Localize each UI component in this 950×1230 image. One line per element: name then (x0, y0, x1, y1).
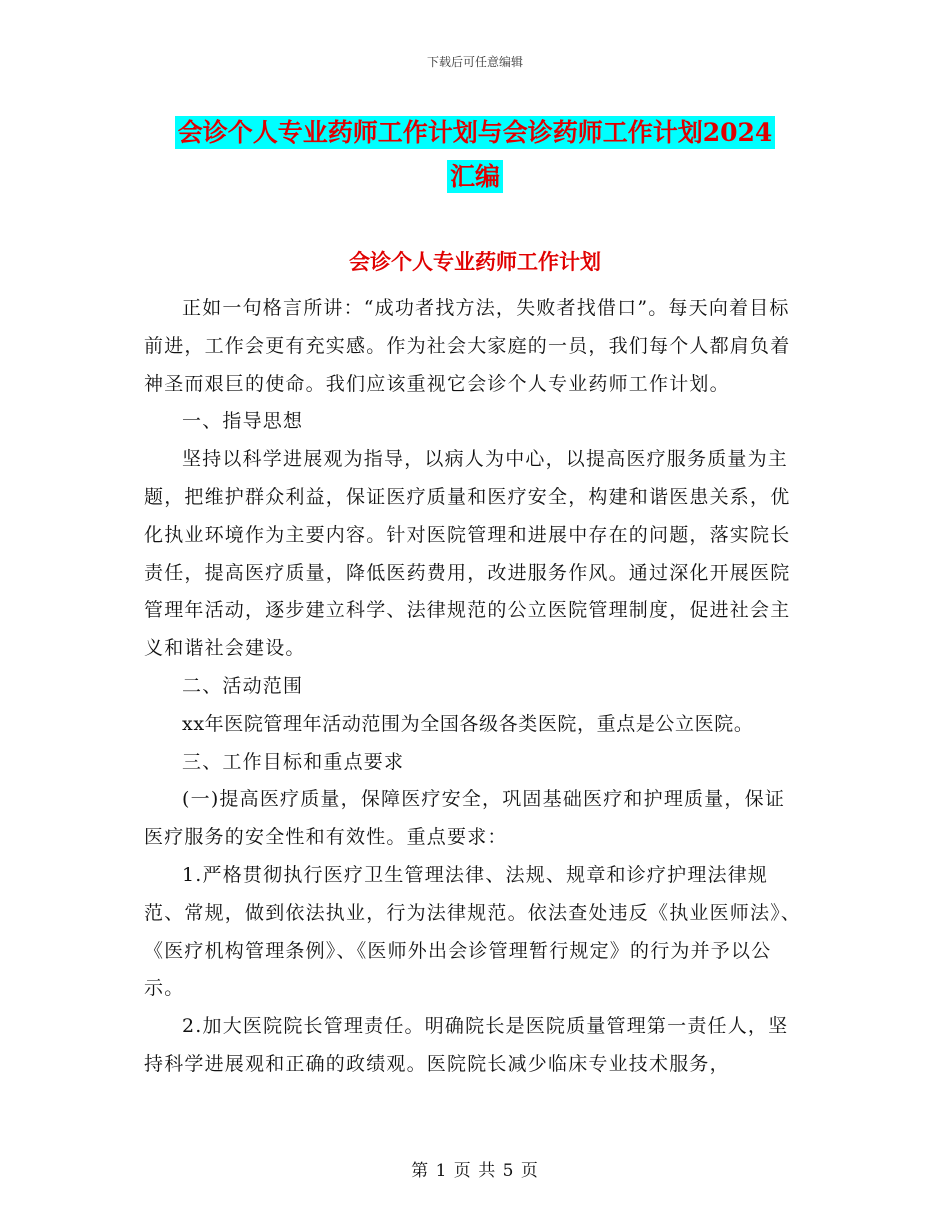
paragraph-goal-1: (一)提高医疗质量，保障医疗安全，巩固基础医疗和护理质量，保证医疗服务的安全性和有效性。重点要求： (144, 788, 786, 849)
heading-activity-scope: 二、活动范围 (182, 674, 304, 697)
section-title: 会诊个人专业药师工作计划 (349, 249, 601, 274)
paragraph-intro: 正如一句格言所讲：“成功者找方法，失败者找借口”。每天向着目标前进，工作会更有充实感。作为社会大家庭的一员，我们每个人都肩负着神圣而艰巨的使命。我们应该重视它会诊个人专业药师工作计划。 (144, 297, 791, 395)
page-header-note: 下载后可任意编辑 (426, 55, 523, 69)
heading-goals: 三、工作目标和重点要求 (182, 750, 405, 773)
paragraph-guiding-ideology: 坚持以科学进展观为指导，以病人为中心，以提高医疗服务质量为主题，把维护群众利益，保证医疗质量和医疗安全，构建和谐医患关系，优化执业环境作为主要内容。针对医院管理和进展中存在的问题，落实院长责任，提高医疗质量，降低医药费用，改进服务作风。通过深化开展医院管理年活动，逐步建立科学、法律规范的公立医院管理制度，促进社会主义和谐社会建设。 (144, 448, 791, 660)
document-title (0, 111, 950, 199)
document-title-line-2: 汇编 (447, 160, 503, 193)
paragraph-activity-scope: xx年医院管理年活动范围为全国各级各类医院，重点是公立医院。 (182, 712, 754, 735)
document-title-line-1: 会诊个人专业药师工作计划与会诊药师工作计划2024 (175, 116, 776, 149)
page-footer: 第 1 页 共 5 页 (411, 1161, 539, 1181)
paragraph-item-2: 2.加大医院院长管理责任。明确院长是医院质量管理第一责任人，坚持科学进展观和正确的政绩观。医院院长减少临床专业技术服务， (144, 1015, 789, 1075)
document-body (144, 290, 804, 1084)
heading-guiding-ideology: 一、指导思想 (182, 410, 304, 433)
paragraph-item-1: 1.严格贯彻执行医疗卫生管理法律、法规、规章和诊疗护理法律规范、常规，做到依法执业，行为法律规范。依法查处违反《执业医师法》、《医疗机构管理条例》、《医师外出会诊管理暂行规定》的行为并予以公示。 (144, 863, 802, 1000)
